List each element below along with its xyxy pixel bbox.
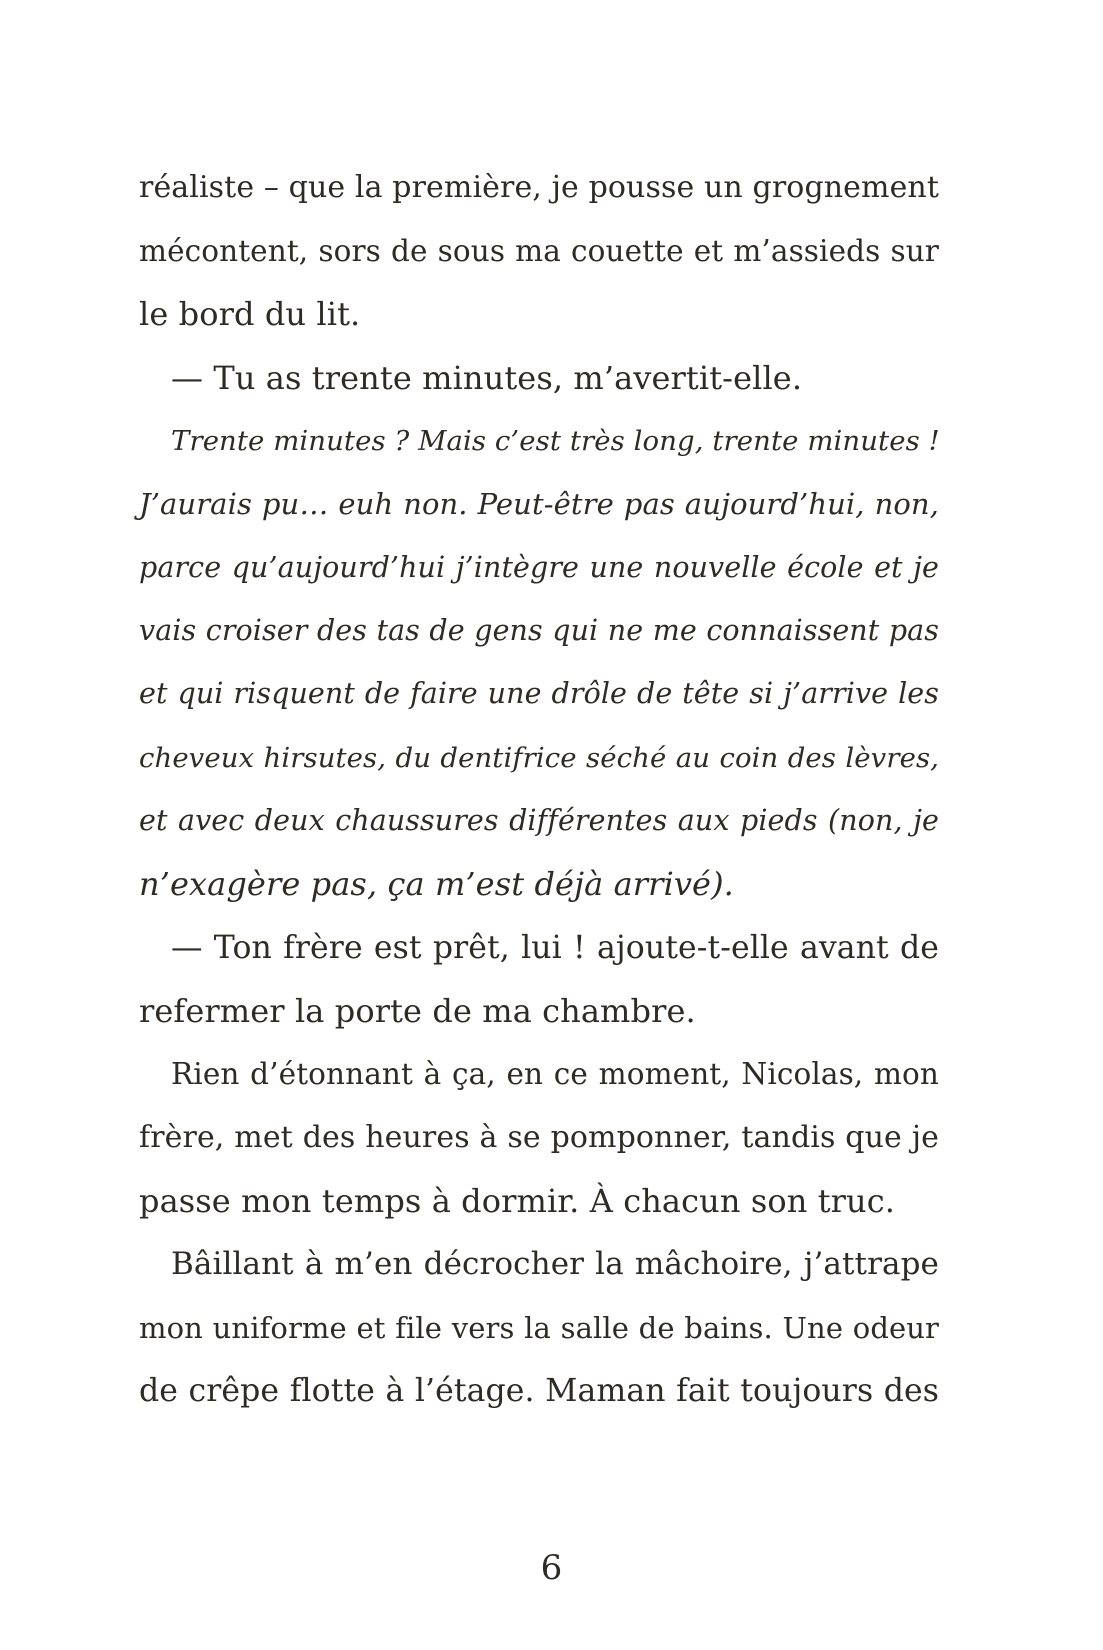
text-line: mon uniforme et file vers la salle de bains. Une odeur (139, 1311, 939, 1345)
text-line: Bâillant à m’en décrocher la mâchoire, j’attrape (171, 1246, 939, 1282)
dialogue-line: — Ton frère est prêt, lui ! ajoute-t-elle avant de (171, 930, 939, 966)
italic-line: vais croiser des tas de gens qui ne me connaissent pas (139, 614, 939, 647)
italic-line: n’exagère pas, ça m’est déjà arrivé). (139, 865, 734, 903)
text-line: réaliste – que la première, je pousse un grognement (139, 170, 939, 205)
dialogue-line: — Tu as trente minutes, m’avertit-elle. (171, 359, 803, 397)
italic-line: cheveux hirsutes, du dentifrice séché au coin des lèvres, (139, 742, 939, 774)
page-number: 6 (540, 1548, 563, 1588)
text-line: refermer la porte de ma chambre. (139, 992, 696, 1030)
text-line: le bord du lit. (139, 295, 361, 333)
text-line: mécontent, sors de sous ma couette et m’assieds sur (139, 234, 939, 268)
text-line: de crêpe flotte à l’étage. Maman fait toujours des (139, 1373, 939, 1409)
text-line: frère, met des heures à se pomponner, tandis que je (139, 1120, 939, 1155)
italic-line: Trente minutes ? Mais c’est très long, trente minutes ! (171, 425, 940, 457)
italic-line: J’aurais pu… euh non. Peut-être pas aujourd’hui, non, (139, 487, 939, 521)
italic-line: et qui risquent de faire une drôle de tête si j’arrive les (139, 677, 939, 710)
italic-line: et avec deux chaussures différentes aux pieds (non, je (139, 804, 939, 837)
text-line: Rien d’étonnant à ça, en ce moment, Nicolas, mon (171, 1057, 939, 1091)
text-line: passe mon temps à dormir. À chacun son truc. (139, 1182, 896, 1220)
italic-line: parce qu’aujourd’hui j’intègre une nouvelle école et je (139, 551, 939, 584)
